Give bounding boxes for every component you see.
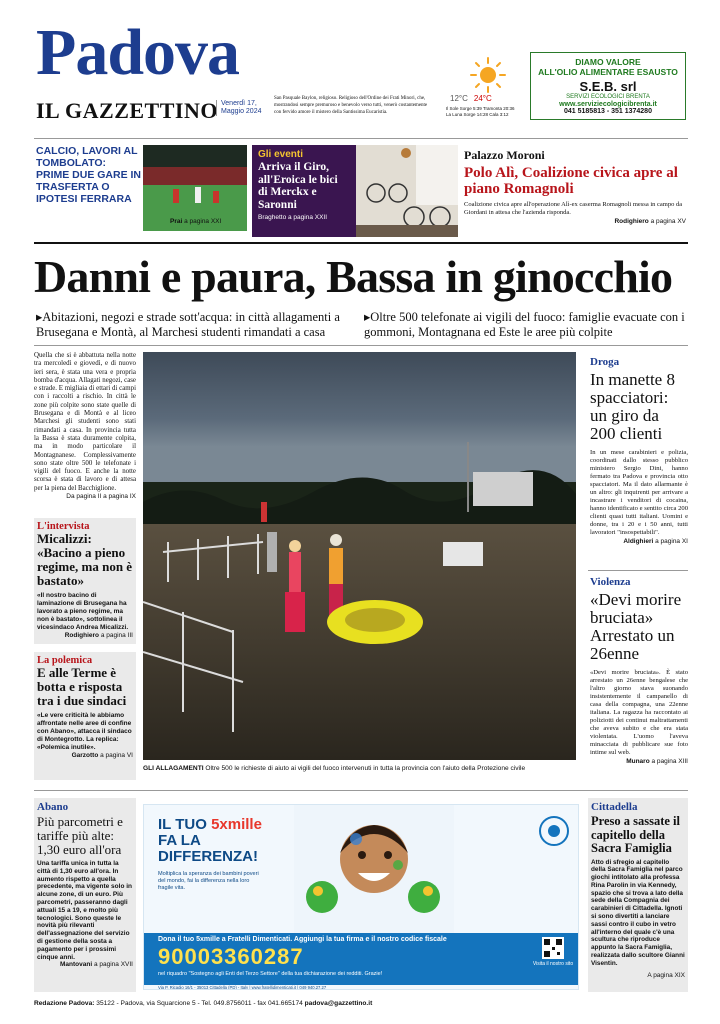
seb-line2: ALL'OLIO ALIMENTARE ESAUSTO bbox=[538, 67, 678, 77]
seb-line1: DIAMO VALORE bbox=[575, 57, 641, 67]
polemica-kicker: La polemica bbox=[37, 655, 93, 666]
ad-band-text: Dona il tuo 5xmille a Fratelli Dimenticati. Aggiungi la tua firma e il nostro codice fiscale bbox=[158, 936, 447, 943]
temp-min: 12°C bbox=[450, 94, 468, 103]
seb-phones: 041 5185813 - 351 1374280 bbox=[564, 108, 652, 115]
main-subhead-left: ▸Abitazioni, negozi e strade sott'acqua: in città allagamenti a Brusegana e Montà, al Marchesi studenti rimandati a casa bbox=[36, 310, 340, 339]
main-lead-ref: Da pagina II a pagina IX bbox=[66, 493, 136, 501]
seb-site: www.serviziecologicibrenta.it bbox=[559, 101, 657, 108]
teaser-sport-headline: CALCIO, LAVORI AL TOMBOLATO: PRIME DUE GARE IN TRASFERTA O IPOTESI FERRARA bbox=[36, 145, 142, 205]
polemica-box[interactable] bbox=[34, 652, 136, 780]
main-headline[interactable]: Danni e paura, Bassa in ginocchio bbox=[34, 251, 673, 302]
issue-date bbox=[216, 100, 261, 116]
cittadella-headline: Preso a sassate il capitello della Sacra Famiglia bbox=[591, 814, 680, 855]
abano-text: Una tariffa unica in tutta la città di 1,30 euro all'ora. In aumento rispetto a quella precedente, ma vigente solo in alcune zone, di un euro. Più parcometri, passeranno dagli attuali 15 a 19, e molto più tecnologici. Sono queste le novità più rilevanti dell'assegnazione del servizio di gestione della sosta a pagamento per i prossimi cinque anni. bbox=[37, 860, 132, 961]
teaser-moroni[interactable] bbox=[464, 148, 686, 225]
moon-times: La Luna Sorge 14:28 Cala 3:12 bbox=[446, 112, 509, 117]
abano-box[interactable] bbox=[34, 798, 136, 992]
seb-brand: S.E.B. srl bbox=[579, 79, 637, 94]
fratelli-dimenticati-logo bbox=[538, 815, 570, 847]
droga-article[interactable] bbox=[590, 356, 688, 545]
polemica-quote: «Le vere criticità le abbiamo affrontate nelle aree di confine con Abano», attacca il sindaco di Montegrotto. La replica: «Polemica inutile». bbox=[37, 712, 132, 751]
paper-name: IL GAZZETTINO bbox=[36, 98, 218, 123]
teaser-moroni-headline: Polo Alì, Coalizione civica apre al piano Romagnoli bbox=[464, 165, 678, 197]
ad-band-text2: nel riquadro "Sostegno agli Enti del Terzo Settore" della tua dichiarazione dei redditi. Grazie! bbox=[158, 971, 383, 977]
polemica-headline: E alle Terme è botta e risposta tra i due sindaci bbox=[37, 665, 127, 708]
violenza-headline: «Devi morire bruciata» Arrestato un 26enne bbox=[590, 590, 682, 663]
ad-body: Moltiplica la speranza dei bambini poveri del mondo, fai la differenza nella loro fragile vita. bbox=[158, 871, 259, 891]
sun-times: Il Sole Sorge 5:39 Tramonta 20:36 bbox=[446, 106, 515, 111]
violenza-text: «Devi morire bruciata». È stato arrestato un 26enne bengalese che l'altro giorno stava suonando insistentemente il campanello di casa della compagna, una 22enne italiana. La ragazza ha raccontato ai poliziotti dei continui maltrattamenti che aveva subito e che era stata violentata. L'uomo l'aveva minacciata di pubblicare sue foto intime sul web. bbox=[590, 669, 688, 756]
teaser-eventi[interactable] bbox=[252, 145, 356, 237]
ad-title-accent: 5xmille bbox=[211, 816, 262, 833]
ad-donation-band bbox=[144, 933, 579, 985]
ad-title2: FA LA bbox=[158, 832, 201, 849]
main-lead-text: Quella che si è abbattuta nella notte tra mercoledì e giovedì, e di nuovo ieri sera, è stata una vera e propria bomba d'acqua. Allagati negozi, case e strade. E migliaia di ettari di campi con i raccolti a rischio. In città le zone più colpite sono state quelle di Brusegana e di Montà e al liceo Marchesi gli studenti sono stati rimandati a casa. In provincia tutta la Bassa è stata duramente colpita, ma in modo particolare il Montagnanese. Complessivamente sono state oltre 500 le telefonate i vigili del fuoco. E anche la notte scorsa è stata di lavoro e di attesa per la piena del Bacchiglione. Da pagina II a pagina IX bbox=[34, 352, 136, 501]
teaser-moroni-kicker: Palazzo Moroni bbox=[464, 148, 545, 162]
intervista-kicker: L'intervista bbox=[37, 521, 90, 532]
intervista-box[interactable] bbox=[34, 518, 136, 644]
masthead-city: Padova bbox=[36, 16, 240, 89]
teaser-moroni-ref: Rodighiero a pagina XV bbox=[614, 218, 686, 225]
violenza-ref: Munaro a pagina XIII bbox=[626, 758, 688, 765]
issue-month-year: Maggio 2024 bbox=[221, 108, 262, 115]
teaser-moroni-text: Coalizione civica apre all'operazione Alì-ex caserma Romagnoli messa in campo da Giordani in attesa che l'azienda risponda. bbox=[464, 201, 683, 216]
teaser-sport[interactable] bbox=[36, 145, 142, 229]
droga-headline: In manette 8 spacciatori: un giro da 200 clienti bbox=[590, 370, 675, 443]
intervista-ref: Rodighiero a pagina III bbox=[64, 632, 133, 639]
intervista-quote: «Il nostro bacino di laminazione di Brusegana ha lavorato a pieno regime, ma non è bastato», sottolinea il vicesindaco Andrea Micalizzi. bbox=[37, 592, 129, 631]
teaser-eventi-ref: Braghetto a pagina XXII bbox=[258, 214, 328, 221]
seb-tagline: SERVIZI ECOLOGICI BRENTA bbox=[566, 94, 650, 100]
flood-photo-caption: GLI ALLAGAMENTI Oltre 500 le richieste di aiuto ai vigili del fuoco intervenuti in tutta la provincia con l'aiuto della Protezione civile bbox=[143, 765, 526, 772]
flood-photo bbox=[143, 352, 576, 760]
teaser-eventi-headline: Arriva il Giro, all'Eroica le bici di Merckx e Saronni bbox=[258, 161, 338, 211]
footer-redazione: Redazione Padova: 35122 - Padova, via Squarcione 5 - Tel. 049.8756011 - fax 041.665174 padova@gazzettino.it bbox=[34, 1000, 373, 1007]
qr-code-icon bbox=[542, 937, 564, 959]
ad-address: Via P. Ricadio 16/1 - 35013 Cittadella (PD) - Italy | www.fratellidimenticati.it | 049 940.27.27 bbox=[158, 985, 327, 990]
sun-icon bbox=[468, 56, 508, 94]
ad-title3: DIFFERENZA! bbox=[158, 848, 258, 865]
abano-ref: Mantovani a pagina XVII bbox=[60, 961, 133, 969]
droga-ref: Aldighieri a pagina XI bbox=[623, 538, 688, 545]
ad-title1: IL TUO bbox=[158, 816, 207, 833]
weather-box bbox=[446, 56, 530, 120]
teaser-eventi-kicker: Gli eventi bbox=[258, 149, 304, 160]
cittadella-ref: A pagina XIX bbox=[647, 971, 685, 979]
cittadella-text: Atto di sfregio al capitello della Sacra Famiglia nel parco giochi intitolato alla professa Rina Parolin in via Kennedy, spazio che si trova a lato della sede della Compagnia dei carabinieri di Cittadella. Ignoti si sono divertiti a lanciare sassi contro il cubo in vetro all'interno del quale c'è una scultura che riproduce appunto la Sacra Famiglia, realizzata dallo scultore Gianni Visentin. bbox=[591, 858, 685, 967]
polemica-ref: Garzotto a pagina VI bbox=[71, 752, 133, 759]
cittadella-kicker: Cittadella bbox=[591, 801, 638, 813]
violenza-article[interactable] bbox=[590, 576, 688, 765]
bikes-photo bbox=[356, 145, 458, 237]
intervista-headline: Micalizzi: «Bacino a pieno regime, ma non è bastato» bbox=[37, 531, 133, 588]
droga-text: In un mese carabinieri e polizia, coordinati dallo stesso pubblico ministero Sergio Dini, hanno fermato tra Padova e provincia otto spacciatori. Ma il dato allarmante è un altro: gli inquirenti per arrivare a incastrare i venditori di cocaina, hanno identificato e sentito circa 200 clienti quasi tutti italiani. Uomini e donne, tra i 20 e i 50 anni, tutti lavoratori "insospettabili". bbox=[590, 449, 688, 536]
issue-day: Venerdì 17, bbox=[221, 100, 257, 107]
ad-tax-code: 90003360287 bbox=[158, 944, 304, 969]
cittadella-box[interactable] bbox=[588, 798, 688, 992]
temp-max: 24°C bbox=[473, 94, 492, 103]
main-subhead-right: ▸Oltre 500 telefonate ai vigili del fuoco: famiglie evacuate con i gommoni, Montagnana ed Este le aree più colpite bbox=[364, 310, 685, 339]
abano-headline: Più parcometri e tariffe più alte: 1,30 euro all'ora bbox=[37, 814, 123, 857]
child-photo bbox=[294, 805, 454, 933]
5xmille-advertisement[interactable] bbox=[143, 804, 579, 990]
droga-kicker: Droga bbox=[590, 356, 620, 368]
ad-qr-label: Visita il nostro sito bbox=[532, 961, 574, 967]
saint-of-the-day: San Pasquale Baylon, religioso. Religioso dell'Ordine dei Frati Minori, che, mostrandosi sempre premuroso e benevolo verso tutti, venerò costantemente con fervido amore il mistero della Santissima Eucaristia. bbox=[274, 96, 428, 115]
seb-advertisement[interactable] bbox=[530, 52, 686, 120]
violenza-kicker: Violenza bbox=[590, 576, 631, 588]
teaser-sport-ref: Prai a pagina XXI bbox=[170, 218, 222, 225]
abano-kicker: Abano bbox=[37, 801, 69, 813]
